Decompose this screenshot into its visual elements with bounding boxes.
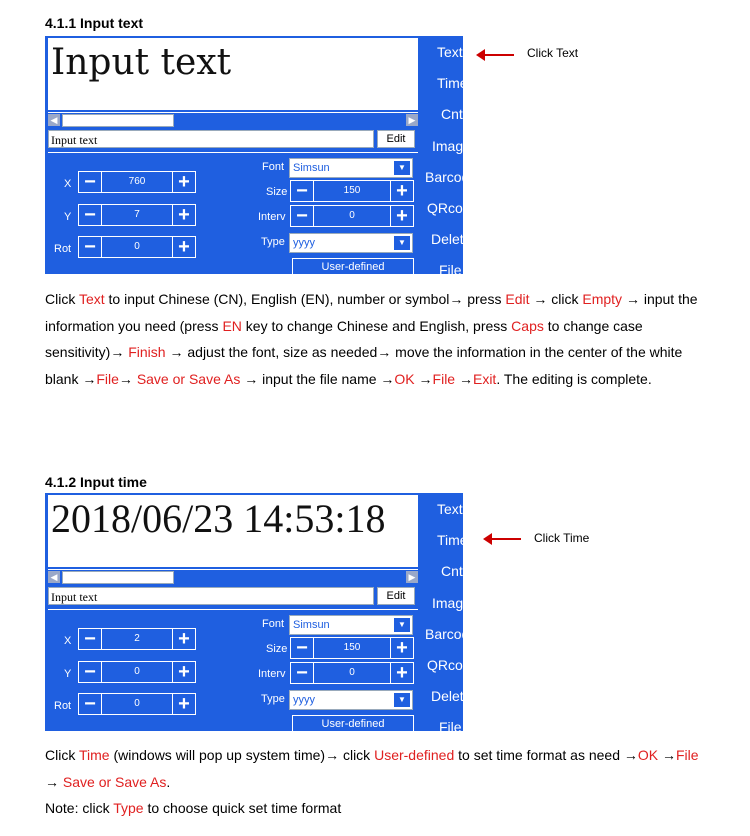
type-dropdown[interactable] <box>289 690 413 710</box>
y-label: Y <box>64 668 72 680</box>
menu-item-qrcode[interactable]: QRcode <box>427 657 479 673</box>
edit-canvas[interactable] <box>48 38 418 110</box>
scroll-thumb[interactable] <box>62 114 174 127</box>
highlighted-term: File <box>96 370 119 387</box>
edit-canvas[interactable] <box>48 495 418 567</box>
plus-icon[interactable]: + <box>390 637 414 659</box>
menu-item-qrcode[interactable]: QRcode <box>427 200 479 216</box>
text-input[interactable]: Input text <box>48 130 374 148</box>
section-heading-input-text: 4.1.1 Input text <box>45 15 144 31</box>
highlighted-term: OK <box>394 370 415 387</box>
highlighted-term: Empty <box>582 291 623 307</box>
font-dropdown[interactable] <box>289 615 413 635</box>
y-stepper <box>78 204 196 226</box>
chevron-down-icon[interactable]: ▼ <box>394 161 410 175</box>
size-label: Size <box>266 643 288 655</box>
menu-item-file[interactable]: File <box>439 262 462 278</box>
canvas-text: 2018/06/23 14:53:18 <box>51 496 386 541</box>
plus-icon[interactable]: + <box>172 661 196 683</box>
size-stepper <box>290 637 414 659</box>
editor-screenshot-time <box>45 493 479 735</box>
menu-item-text[interactable]: Text <box>437 501 463 517</box>
minus-icon[interactable]: − <box>78 628 102 650</box>
menu-item-file[interactable]: File <box>439 719 462 735</box>
text-run: . The editing is complete. <box>496 370 652 387</box>
chevron-down-icon[interactable]: ▼ <box>394 693 410 707</box>
text-run: to choose quick set time format <box>143 800 342 816</box>
highlighted-term: Type <box>113 800 144 816</box>
minus-icon[interactable]: − <box>290 180 314 202</box>
chevron-down-icon[interactable]: ▼ <box>394 618 410 632</box>
interv-label: Interv <box>258 668 286 680</box>
highlighted-term: Save or Save As <box>62 773 167 790</box>
text-run: → <box>658 747 676 763</box>
size-value[interactable]: 150 <box>314 180 390 202</box>
minus-icon[interactable]: − <box>78 204 102 226</box>
text-run: → adjust the font, size as needed→ move the information in the center of the white blank → <box>45 344 683 387</box>
rot-value[interactable]: 0 <box>102 693 172 715</box>
edit-button[interactable]: Edit <box>377 130 415 148</box>
side-menu <box>423 36 479 278</box>
y-stepper <box>78 661 196 683</box>
font-label: Font <box>262 161 285 173</box>
y-label: Y <box>64 211 72 223</box>
x-stepper <box>78 171 196 193</box>
text-run: → <box>45 773 63 790</box>
y-value[interactable]: 7 <box>102 204 172 226</box>
text-run: (windows will pop up system time)→ click <box>109 747 375 763</box>
menu-item-delete[interactable]: Delete <box>431 231 472 247</box>
x-value[interactable]: 2 <box>102 628 172 650</box>
minus-icon[interactable]: − <box>78 236 102 258</box>
menu-item-image[interactable]: Image <box>432 138 471 154</box>
canvas-text: Input text <box>51 42 232 83</box>
x-label: X <box>64 635 72 647</box>
size-stepper <box>290 180 414 202</box>
rot-stepper <box>78 236 196 258</box>
instructions-paragraph-time <box>45 742 710 822</box>
section-heading-input-time: 4.1.2 Input time <box>45 474 147 490</box>
menu-item-time[interactable]: Time <box>437 75 468 91</box>
properties-panel <box>48 609 418 732</box>
menu-item-time[interactable]: Time <box>437 532 468 548</box>
plus-icon[interactable]: + <box>172 171 196 193</box>
chevron-down-icon[interactable]: ▼ <box>394 236 410 250</box>
menu-item-cnt[interactable]: Cnt <box>441 563 463 579</box>
interv-value[interactable]: 0 <box>314 205 390 227</box>
rot-label: Rot <box>54 243 72 255</box>
text-run: . <box>166 773 171 790</box>
font-dropdown[interactable] <box>289 158 413 178</box>
interv-stepper <box>290 205 414 227</box>
scroll-left-icon[interactable]: ◀ <box>48 571 60 583</box>
text-run: → <box>414 370 433 387</box>
scroll-thumb[interactable] <box>62 571 174 584</box>
arrow-left-icon <box>484 54 514 56</box>
menu-item-barcode[interactable]: Barcode <box>425 169 478 185</box>
highlighted-term: Exit <box>472 370 497 387</box>
minus-icon[interactable]: − <box>78 171 102 193</box>
text-run: to input Chinese (CN), English (EN), number or symbol→ press <box>104 291 506 307</box>
highlighted-term: Save or Save As <box>136 370 241 387</box>
highlighted-term: OK <box>637 747 659 763</box>
interv-stepper <box>290 662 414 684</box>
text-run: → input the file name → <box>240 370 395 387</box>
type-value: yyyy <box>293 694 315 706</box>
plus-icon[interactable]: + <box>172 204 196 226</box>
plus-icon[interactable]: + <box>172 628 196 650</box>
interv-value[interactable]: 0 <box>314 662 390 684</box>
text-run: key to change Chinese and English, press <box>241 317 512 334</box>
edit-button[interactable]: Edit <box>377 587 415 605</box>
horizontal-scrollbar[interactable] <box>48 569 418 584</box>
scroll-right-icon[interactable]: ▶ <box>406 114 418 126</box>
type-value: yyyy <box>293 237 315 249</box>
minus-icon[interactable]: − <box>290 637 314 659</box>
x-value[interactable]: 760 <box>102 171 172 193</box>
properties-panel <box>48 152 418 275</box>
menu-item-delete[interactable]: Delete <box>431 688 472 704</box>
minus-icon[interactable]: − <box>290 662 314 684</box>
menu-item-text[interactable]: Text <box>437 44 463 60</box>
y-value[interactable]: 0 <box>102 661 172 683</box>
x-label: X <box>64 178 72 190</box>
x-stepper <box>78 628 196 650</box>
user-defined-button[interactable]: User-defined <box>292 715 414 733</box>
size-label: Size <box>266 186 288 198</box>
minus-icon[interactable]: − <box>290 205 314 227</box>
highlighted-term: Caps <box>511 317 544 334</box>
text-run: → <box>455 370 473 387</box>
plus-icon[interactable]: + <box>390 662 414 684</box>
plus-icon[interactable]: + <box>390 180 414 202</box>
highlighted-term: Edit <box>505 291 530 307</box>
text-run: → input the information you need (press <box>45 291 698 334</box>
highlighted-term: Text <box>78 291 105 307</box>
highlighted-term: File <box>676 747 699 763</box>
scroll-left-icon[interactable]: ◀ <box>48 114 60 126</box>
font-label: Font <box>262 618 285 630</box>
text-run: Note: click <box>45 800 114 816</box>
horizontal-scrollbar[interactable] <box>48 112 418 127</box>
menu-item-cnt[interactable]: Cnt <box>441 106 463 122</box>
menu-item-image[interactable]: Image <box>432 595 471 611</box>
callout-click-time: Click Time <box>534 531 590 545</box>
text-run: to set time format as need → <box>454 747 638 763</box>
rot-stepper <box>78 693 196 715</box>
minus-icon[interactable]: − <box>78 661 102 683</box>
minus-icon[interactable]: − <box>78 693 102 715</box>
menu-item-barcode[interactable]: Barcode <box>425 626 478 642</box>
text-run: Click <box>45 747 79 763</box>
user-defined-button[interactable]: User-defined <box>292 258 414 276</box>
interv-label: Interv <box>258 211 286 223</box>
scroll-right-icon[interactable]: ▶ <box>406 571 418 583</box>
text-run: Click <box>45 291 79 307</box>
instructions-paragraph-text <box>45 286 710 392</box>
plus-icon[interactable]: + <box>172 236 196 258</box>
highlighted-term: EN <box>222 317 242 334</box>
arrow-left-icon <box>491 538 521 540</box>
highlighted-term: User-defined <box>374 747 455 763</box>
rot-value[interactable]: 0 <box>102 236 172 258</box>
highlighted-term: Time <box>78 747 110 763</box>
text-input[interactable]: Input text <box>48 587 374 605</box>
size-value[interactable]: 150 <box>314 637 390 659</box>
text-run: → <box>118 370 137 387</box>
type-label: Type <box>261 236 285 248</box>
plus-icon[interactable]: + <box>172 693 196 715</box>
highlighted-term: Finish <box>128 344 166 360</box>
font-value: Simsun <box>293 619 330 631</box>
text-run: → click <box>529 291 583 307</box>
highlighted-term: File <box>432 370 456 387</box>
side-menu <box>423 493 479 735</box>
callout-click-text: Click Text <box>527 46 579 60</box>
text-run: to change case sensitivity)→ <box>45 317 643 360</box>
type-dropdown[interactable] <box>289 233 413 253</box>
plus-icon[interactable]: + <box>390 205 414 227</box>
font-value: Simsun <box>293 162 330 174</box>
rot-label: Rot <box>54 700 72 712</box>
editor-screenshot-text <box>45 36 479 278</box>
type-label: Type <box>261 693 285 705</box>
